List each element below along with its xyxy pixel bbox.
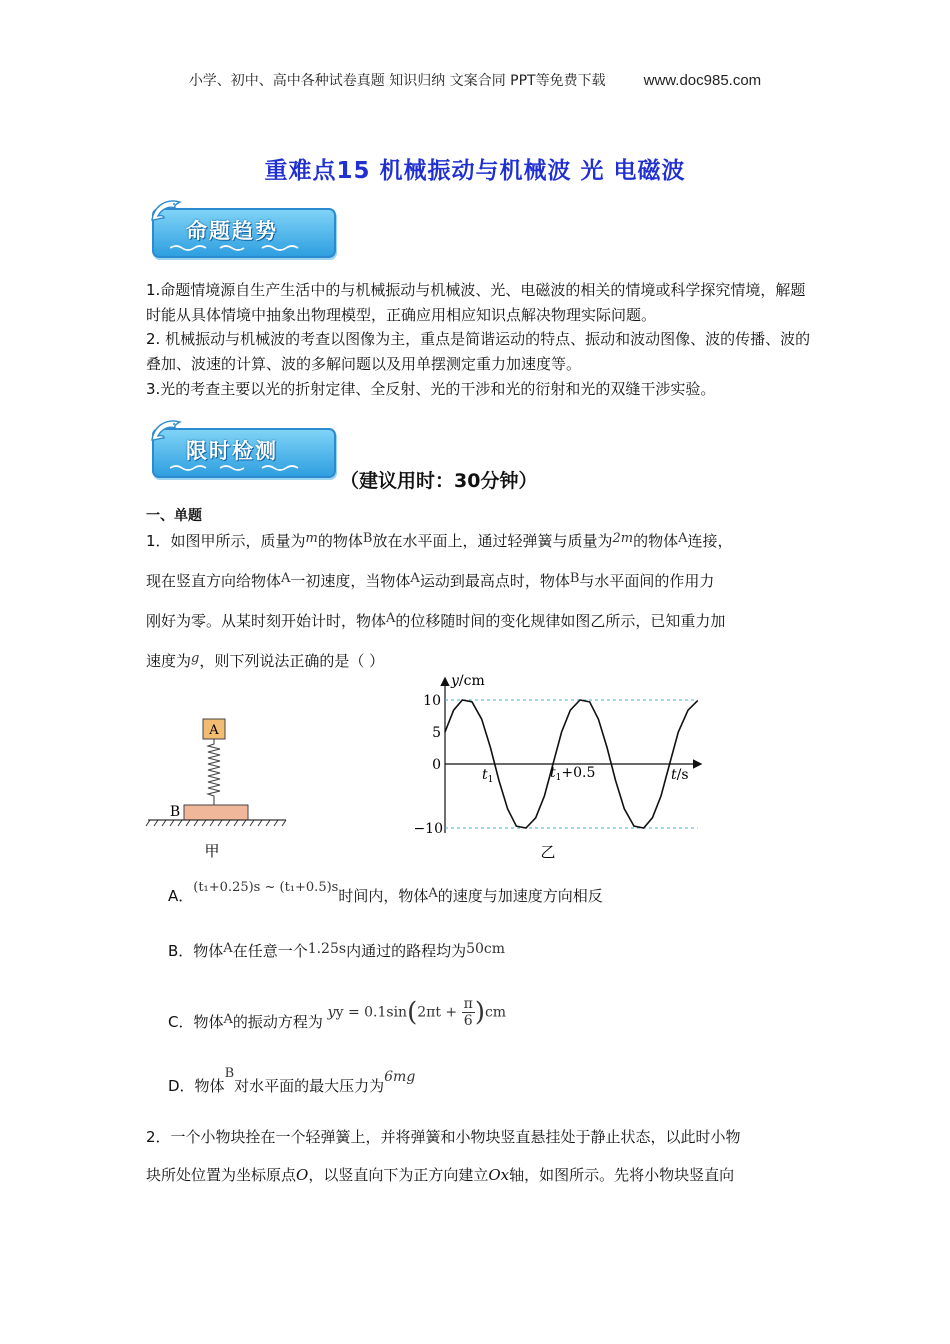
block-b [184, 805, 248, 820]
y-tick-neg10: −10 [413, 821, 443, 837]
question-2-line-2: 块所处位置为坐标原点O，以竖直向下为正方向建立Ox轴，如图所示。先将小物块竖直向 [146, 1166, 735, 1184]
block-a-label: A [209, 723, 219, 738]
trend-item-2: 2. 机械振动与机械波的考查以图像为主，重点是简谐运动的特点、振动和波动图像、波的传播、波的叠加、波速的计算、波的多解问题以及用单摆测定重力加速度等。 [146, 330, 811, 373]
dolphin-icon [148, 196, 188, 232]
question-2 [146, 1118, 811, 1194]
question-1 [146, 520, 811, 680]
option-b[interactable]: B．物体A在任意一个1.25s内通过的路程均为50cm [168, 941, 506, 960]
question-1-line-2: 现在竖直方向给物体A一初速度，当物体A运动到最高点时，物体B与水平面间的作用力 [146, 571, 715, 590]
page-title: 重难点15 机械振动与机械波 光 电磁波 [264, 158, 686, 184]
question-1-line-4: 速度为g，则下列说法正确的是（ ） [146, 651, 385, 670]
trend-banner-label: 命题趋势 [186, 219, 278, 243]
question-1-line-1: 1．如图甲所示，质量为m的物体B放在水平面上，通过轻弹簧与质量为2m的物体A连接， [146, 531, 733, 550]
figure-jia-caption: 甲 [204, 842, 220, 860]
section-heading: 一、单题 [146, 508, 202, 524]
wave-icon [170, 464, 320, 472]
trend-banner [150, 200, 335, 256]
figure-yi-chart [405, 665, 705, 865]
oscillation-equation: yy = 0.1sin(2πt + $\frac{\pi}{6}$ )cm [327, 996, 507, 1029]
header-site[interactable]: www.doc985.com [643, 72, 762, 89]
wave-icon [170, 244, 320, 252]
figure-yi-caption: 乙 [540, 843, 556, 861]
spring [208, 739, 220, 805]
option-c[interactable]: C．物体A的振动方程为 yy = 0.1sin(2πt + $\frac{\pi}{6}$ )cm [168, 996, 507, 1031]
question-2-line-1: 2．一个小物块拴在一个轻弹簧上，并将弹簧和小物块竖直悬挂处于静止状态，以此时小物 [146, 1128, 741, 1146]
question-1-line-3: 刚好为零。从某时刻开始计时，物体A的位移随时间的变化规律如图乙所示，已知重力加 [146, 611, 726, 630]
t1-label: $t_1$ [482, 767, 494, 785]
y-tick-0: 0 [432, 757, 441, 773]
dolphin-icon [148, 416, 188, 452]
test-banner [150, 420, 335, 476]
y-axis-label: y/cm [451, 673, 485, 689]
y-tick-10: 10 [423, 693, 441, 709]
t1-plus-half-label: $t_1+0.5$ [550, 765, 596, 783]
ground-hatch [146, 820, 286, 826]
trend-item-3: 3.光的考查主要以光的折射定律、全反射、光的干涉和光的衍射和光的双缝干涉实验。 [146, 380, 716, 398]
y-tick-5: 5 [432, 725, 441, 741]
page-header [0, 70, 950, 90]
figure-jia [140, 712, 300, 862]
block-b-label: B [169, 804, 181, 820]
trend-item-1: 1.命题情境源自生产生活中的与机械振动与机械波、光、电磁波的相关的情境或科学探究情境，解题时能从具体情境中抽象出物理模型，正确应用相应知识点解决物理实际问题。 [146, 281, 806, 324]
option-d[interactable]: D．物体B对水平面的最大压力为6mg [168, 1066, 416, 1095]
x-axis-label: t/s [671, 767, 689, 783]
time-hint: （建议用时：30分钟） [340, 470, 538, 492]
header-text: 小学、初中、高中各种试卷真题 知识归纳 文案合同 PPT等免费下载 [188, 73, 606, 89]
option-a[interactable]: A．(t₁+0.25)s ~ (t₁+0.5)s时间内，物体A的速度与加速度方向相反 [168, 880, 603, 905]
test-banner-label: 限时检测 [186, 439, 278, 463]
